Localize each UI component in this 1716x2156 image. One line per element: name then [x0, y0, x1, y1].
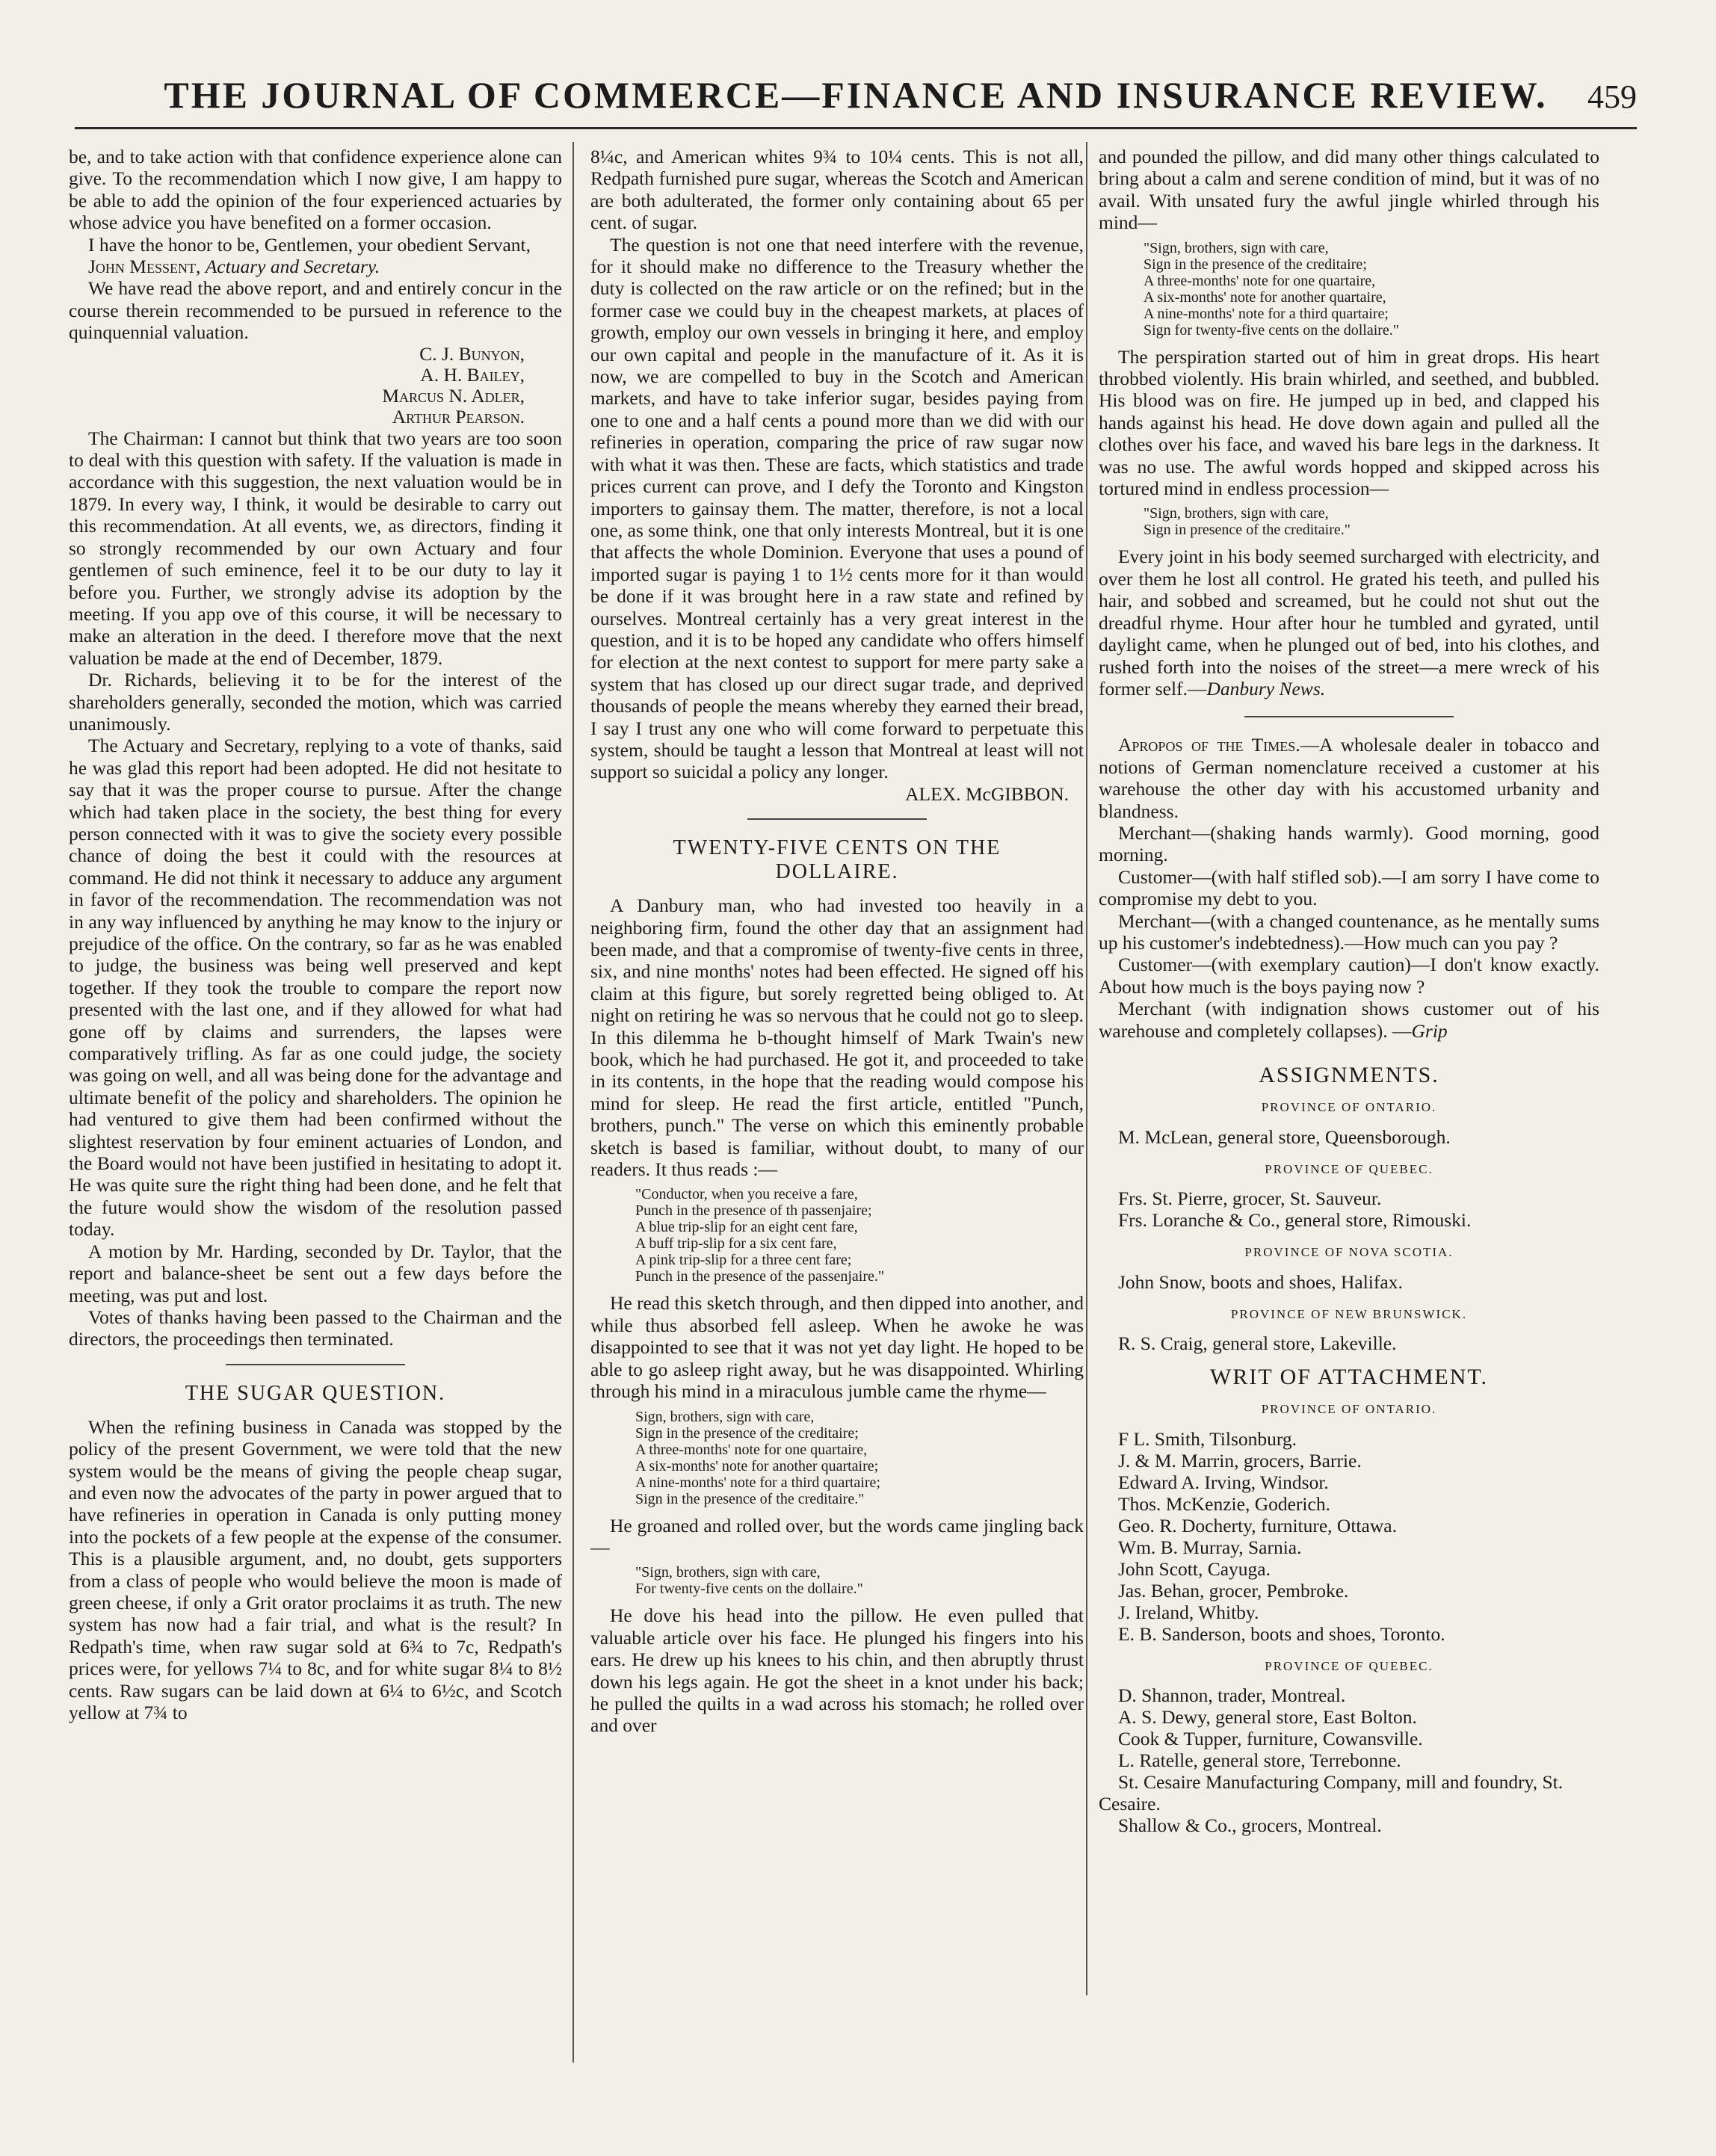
list-item: A. S. Dewy, general store, East Bolton. [1118, 1706, 1417, 1729]
signer-name: John Messent, [88, 256, 201, 278]
verse-line: Sign for twenty-five cents on the dollaire." [1144, 321, 1399, 339]
list-item: L. Ratelle, general store, Terrebonne. [1118, 1749, 1401, 1772]
paragraph [1099, 734, 1599, 822]
section-heading: ASSIGNMENTS. [1259, 1063, 1439, 1087]
verse-line: A pink trip-slip for a three cent fare; [635, 1252, 852, 1269]
verse-line: "Sign, brothers, sign with care, [1144, 239, 1329, 256]
verse-line: Punch in the presence of th passenjaire; [635, 1202, 872, 1220]
journal-title: THE JOURNAL OF COMMERCE—FINANCE AND INSURANCE REVIEW. [164, 74, 1548, 116]
list-item: J. & M. Marrin, grocers, Barrie. [1118, 1449, 1362, 1471]
signatory: C. J. Bunyon, [419, 342, 525, 365]
source-credit: Danbury News. [1206, 677, 1326, 699]
section-heading: WRIT OF ATTACHMENT. [1210, 1365, 1488, 1390]
list-item: M. McLean, general store, Queensborough. [1118, 1125, 1451, 1148]
paragraph: Votes of thanks having been passed to the Chairman and the directors, the proceedings then terminated. [69, 1306, 562, 1350]
paragraph: When the refining business in Canada was stopped by the policy of the present Government, we were told that the new system would be the means of giving the people cheap sugar, and even now the advocates of the party in power argued that to have refineries in operation in Canada is only putting money into the pockets of a few people at the expense of the consumer. This is a plausible argument, and, no doubt, gets supporters from a class of people who would believe the moon is made of green cheese, if only a Grit orator proclaims it as truth. The new system has now had a fair trial, and what is the result? In Redpath's time, when raw sugar sold at 6¾ to 7c, Redpath's prices were, for yellows 7¼ to 8c, and for white sugar 8¼ to 8½ cents. Raw sugars can be laid down at 6¼ to 6½c, and Scotch yellow at 7¾ to [69, 1415, 562, 1723]
page-number: 459 [1587, 78, 1637, 115]
province-heading: PROVINCE OF ONTARIO. [1261, 1402, 1437, 1417]
list-item: Frs. Loranche & Co., general store, Rimouski. [1118, 1209, 1472, 1232]
column-2 [590, 146, 1084, 2134]
paragraph: The Actuary and Secretary, replying to a vote of thanks, said he was glad this report had been adopted. He did not hesitate to say that it was the proper course to pursue. After the change which had taken place in the society, the best thing for every person connected with it was to give the society every possible chance of doing the best it could with the resources at command. He did not think it necessary to adduce any argument in favor of the recommendation. The recommendation was not in any way influenced by anything he may know to the injury or prejudice of the office. On the contrary, so far as he was enabled to judge, the business was being well preserved and kept together. If they took the trouble to compare the report now presented with the last one, and if they allowed for what had gone off by claims and surrenders, the lapses were comparatively trifling. As far as one could judge, the society was going on well, and all was being done for the advantage and ultimate benefit of the policy and shareholders. The opinion he had ventured to give them had been confirmed without the slightest reservation by four eminent actuaries of London, and the Board would not have been justified in hesitating to adopt it. He was quite sure the right thing had been done, and he felt that the future would show the wisdom of the resolution passed today. [69, 735, 562, 1241]
paragraph-text: Every joint in his body seemed surcharged with electricity, and over them he lost all control. He grated his teeth, and pulled his hair, and sobbed and screamed, but he could not shut out the dreadful rhyme. Hour after hour he tumbled and gyrated, until daylight came, when he plunged out of bed, into his clothes, and rushed forth into the noises of the street—a mere wreck of his former self.— [1099, 546, 1599, 699]
verse-line: A buff trip-slip for a six cent fare, [635, 1235, 837, 1252]
verse-line: "Sign, brothers, sign with care, [1144, 505, 1329, 522]
paragraph: I have the honor to be, Gentlemen, your obedient Servant, [88, 233, 531, 256]
list-item: Wm. B. Murray, Sarnia. [1118, 1536, 1302, 1558]
signer-role: Actuary and Secretary. [205, 256, 380, 278]
list-item: J. Ireland, Whitby. [1118, 1601, 1259, 1623]
signature-line [69, 256, 562, 277]
verse-line: A three-months' note for one quartaire, [1144, 272, 1376, 289]
verse-line: A nine-months' note for a third quartaire; [635, 1474, 880, 1491]
verse-line: Sign in presence of the creditaire." [1144, 522, 1351, 539]
verse-line: Sign in the presence of the creditaire." [635, 1490, 865, 1507]
province-heading: PROVINCE OF ONTARIO. [1261, 1100, 1437, 1115]
paragraph: Customer—(with half stifled sob).—I am sorry I have come to compromise my debt to you. [1099, 865, 1599, 910]
paragraph: He read this sketch through, and then dipped into another, and while thus absorbed fell asleep. When he awoke he was disappointed to see that it was not yet day light. He hoped to be able to go asleep right away, but he was disappointed. Whirling through his mind in a miraculous jumble came the rhyme— [590, 1292, 1084, 1403]
signatories [69, 344, 525, 427]
verse-line: "Conductor, when you receive a fare, [635, 1186, 858, 1203]
verse-line: A three-months' note for one quartaire, [635, 1441, 868, 1458]
column-1 [69, 146, 562, 2149]
signatory: Marcus N. Adler, [382, 384, 525, 407]
list-item: Thos. McKenzie, Goderich. [1118, 1492, 1330, 1515]
verse-line: A blue trip-slip for an eight cent fare, [635, 1219, 858, 1236]
heading-line: TWENTY-FIVE CENTS ON THE [673, 836, 1001, 860]
list-item: D. Shannon, trader, Montreal. [1118, 1684, 1346, 1707]
paragraph: Merchant—(with a changed countenance, as he mentally sums up his customer's indebtedness).—How much can you pay ? [1099, 909, 1599, 954]
province-heading: PROVINCE OF QUEBEC. [1265, 1658, 1433, 1673]
verse-line: "Sign, brothers, sign with care, [635, 1564, 821, 1581]
paragraph: and pounded the pillow, and did many other things calculated to bring about a calm and serene condition of mind, but it was of no avail. With unsated fury the awful jingle whirled through his mind— [1099, 146, 1599, 234]
verse-line: Sign in the presence of the creditaire; [635, 1424, 859, 1442]
section-rule [226, 1364, 405, 1365]
paragraph: Merchant—(shaking hands warmly). Good morning, good morning. [1099, 821, 1599, 866]
paragraph: The perspiration started out of him in great drops. His heart throbbed violently. His brain whirled, and seethed, and bubbled. His blood was on fire. He jumped up in bed, and clapped his hands against his head. He dove down again and pulled all the clothes over his face, and waved his bare legs in the darkness. It was no use. The awful words hopped and skipped across his tortured mind in endless procession— [1099, 345, 1599, 500]
verse [1144, 505, 1599, 538]
province-heading: PROVINCE OF NOVA SCOTIA. [1244, 1245, 1454, 1260]
list-item: St. Cesaire Manufacturing Company, mill and foundry, St. Cesaire. [1099, 1771, 1564, 1815]
verse [635, 1564, 1084, 1597]
section-rule [1244, 716, 1454, 717]
paragraph: 8¼c, and American whites 9¾ to 10¼ cents. This is not all, Redpath furnished pure sugar, whereas the Scotch and American are both adulterated, the former only containing about 65 per cent. of sugar. [590, 146, 1084, 234]
list-item: Shallow & Co., grocers, Montreal. [1118, 1814, 1382, 1837]
verse [635, 1409, 1084, 1507]
item-lead: Apropos of the Times. [1118, 734, 1300, 756]
verse-line: Sign in the presence of the creditaire; [1144, 256, 1367, 273]
paragraph [1099, 546, 1599, 699]
verse-line: Sign, brothers, sign with care, [635, 1408, 815, 1425]
paragraph-text: —A wholesale dealer in tobacco and notions of German nomenclature received a customer at his warehouse the other day with his accustomed urbanity and blandness. [1099, 734, 1599, 822]
column-divider [572, 142, 574, 2063]
list-item: Cook & Tupper, furniture, Cowansville. [1118, 1728, 1423, 1750]
verse-line: A nine-months' note for a third quartaire; [1144, 305, 1389, 322]
signatory: Arthur Pearson. [392, 405, 525, 427]
verse-line: Punch in the presence of the passenjaire." [635, 1268, 885, 1285]
source-credit: Grip [1411, 1019, 1448, 1042]
paragraph: A motion by Mr. Harding, seconded by Dr. Taylor, that the report and balance-sheet be sent out a few days before the meeting, was put and lost. [69, 1240, 562, 1306]
list-item: F L. Smith, Tilsonburg. [1118, 1427, 1297, 1450]
province-heading: PROVINCE OF QUEBEC. [1265, 1161, 1433, 1176]
paragraph: Dr. Richards, believing it to be for the interest of the shareholders generally, seconded the motion, which was carried unanimously. [69, 669, 562, 735]
list-item: Frs. St. Pierre, grocer, St. Sauveur. [1118, 1187, 1382, 1210]
heading-line: DOLLAIRE. [775, 860, 899, 884]
column-3 [1099, 146, 1599, 2059]
paragraph: Customer—(with exemplary caution)—I don't know exactly. About how much is the boys paying now ? [1099, 954, 1599, 998]
author-signature: ALEX. McGIBBON. [905, 782, 1069, 805]
paragraph: be, and to take action with that confidence experience alone can give. To the recommendation which I now give, I am happy to be able to add the opinion of the four experienced actuaries by whose advice you have benefited on a former occasion. [69, 146, 562, 234]
paragraph [1099, 998, 1599, 1042]
list-item: E. B. Sanderson, boots and shoes, Toronto. [1118, 1622, 1445, 1645]
verse [635, 1186, 1084, 1285]
verse-line: A six-months' note for another quartaire, [1144, 288, 1386, 306]
article-heading [590, 836, 1084, 884]
list-item: R. S. Craig, general store, Lakeville. [1118, 1332, 1397, 1355]
list-item: Jas. Behan, grocer, Pembroke. [1118, 1579, 1349, 1601]
column-divider [1086, 142, 1087, 1995]
verse [1144, 240, 1599, 339]
province-heading: PROVINCE OF NEW BRUNSWICK. [1230, 1306, 1468, 1321]
paragraph: He dove his head into the pillow. He even pulled that valuable article over his face. He plunged his fingers into his ears. He drew up his knees to his chin, and then abruptly thrust down his legs again. He got the sheet in a knot under his back; he pulled the quilts in a wad across his stomach; he rolled over and over [590, 1604, 1084, 1737]
signatory: A. H. Bailey, [420, 363, 525, 386]
paragraph: He groaned and rolled over, but the words came jingling back— [590, 1514, 1084, 1558]
paragraph: A Danbury man, who had invested too heavily in a neighboring firm, found the other day that an assignment had been made, and that a compromise of twenty-five cents in three, six, and nine months' notes had been effected. He signed off his claim at this figure, but sorely regretted being obliged to. At night on retiring he was so nervous that he could not go to sleep. In this dilemma he b-thought himself of Mark Twain's new book, which he had purchased. He got it, and proceeded to take in its contents, in the hope that the reading would compose his mind for sleep. He read the first article, entitled "Punch, brothers, punch." The verse on which this eminently probable sketch is based is familiar, without doubt, to many of our readers. It thus reads :— [590, 895, 1084, 1181]
paragraph: We have read the above report, and and entirely concur in the course therein recommended to be pursued in reference to the quinquennial valuation. [69, 277, 562, 344]
article-heading: THE SUGAR QUESTION. [185, 1381, 446, 1405]
verse-line: A six-months' note for another quartaire; [635, 1457, 879, 1474]
list-item: Edward A. Irving, Windsor. [1118, 1471, 1329, 1493]
list-item: John Snow, boots and shoes, Halifax. [1118, 1270, 1403, 1293]
paragraph: The Chairman: I cannot but think that two years are too soon to deal with this question with safety. If the valuation is made in accordance with this suggestion, the next valuation would be in 1879. In every way, I think, it would be desirable to carry out this recommendation. At all events, we, as directors, finding it so strongly recommended by our own Actuary and four gentlemen of such eminence, feel it to be our duty to lay it before you. Further, we strongly advise its adoption by the meeting. If you app ove of this course, it will be necessary to make an alteration in the deed. I therefore move that the next valuation be made at the end of December, 1879. [69, 427, 562, 669]
page-header [75, 67, 1637, 129]
list-item: Geo. R. Docherty, furniture, Ottawa. [1118, 1514, 1397, 1536]
paragraph: The question is not one that need interfere with the revenue, for it should make no difference to the Treasury whether the duty is collected on the raw article or on the refined; but in the former case we could buy in the cheapest markets, at places of growth, employ our own vessels in bringing it here, and employ our own capital and people in the manufacture of it. As it is now, we are compelled to buy in the Scotch and American markets, and have to take inferior sugar, besides paying from one to one and a half cents a pound more than we did with our refineries in operation, comparing the price of raw sugar now with what it was then. These are facts, which statistics and trade prices current can prove, and I defy the Toronto and Kingston importers to gainsay them. The matter, therefore, is not a local one, as some think, one that only interests Montreal, but it is one that affects the whole Dominion. Everyone that uses a pound of imported sugar is paying 1 to 1½ cents more for it than would be done if it was brought here in a raw state and refined by ourselves. Montreal certainly has a very great interest in the question, and it is to be hoped any candidate who offers himself for election at the next contest to support for mere party sake a system that has closed up our direct sugar trade, and deprived thousands of people the means whereby they earned their bread, I say I trust any one who will come forward to perpetuate this system, should be taught a lesson that Montreal at least will not support so suicidal a policy any longer. [590, 233, 1084, 783]
verse-line: For twenty-five cents on the dollaire." [635, 1581, 863, 1598]
section-rule [747, 818, 927, 820]
list-item: John Scott, Cayuga. [1118, 1557, 1271, 1580]
paragraph-text: Merchant (with indignation shows customer out of his warehouse and completely collapses). — [1099, 998, 1599, 1042]
